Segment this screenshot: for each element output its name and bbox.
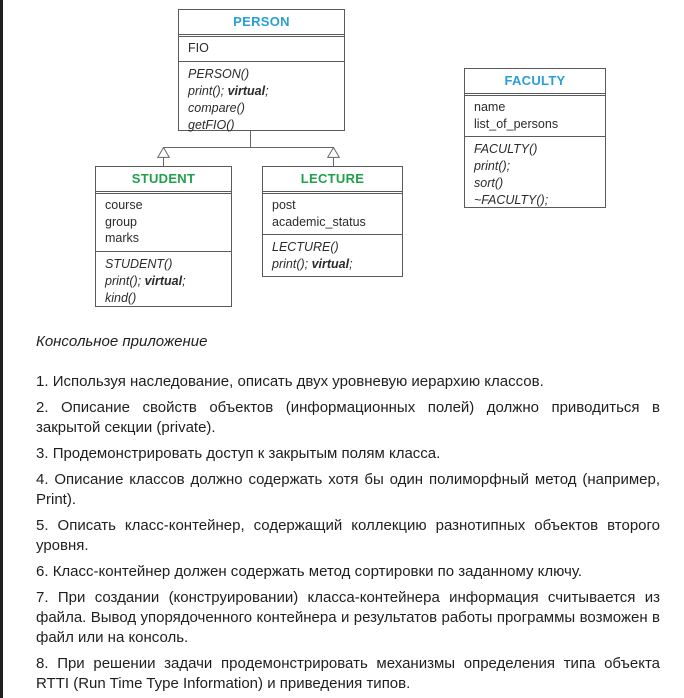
attribute: name — [474, 100, 506, 114]
task-text: Продемонстрировать доступ к закрытым полям класса. — [52, 445, 441, 462]
task-text: Описание свойств объектов (информационных полей) должно приводиться в закрытой секции (private). — [36, 399, 660, 436]
task-number: 1. — [36, 373, 49, 390]
task-item-7 — [36, 588, 660, 648]
task-item-8 — [36, 654, 660, 694]
method: ~FACULTY(); — [474, 193, 549, 207]
class-title-lecture: LECTURE — [263, 167, 402, 194]
class-attributes-person — [179, 37, 344, 62]
inheritance-connector-line — [163, 157, 164, 166]
method: kind() — [105, 290, 137, 305]
section-title: Консольное приложение — [36, 333, 208, 350]
class-methods-faculty — [465, 137, 605, 213]
attribute: academic_status — [272, 214, 366, 229]
class-title-faculty: FACULTY — [465, 69, 605, 96]
class-attributes-lecture — [263, 194, 402, 235]
method: LECTURE() — [272, 240, 339, 254]
task-text: Используя наследование, описать двух уровневую иерархию классов. — [52, 373, 544, 390]
class-attributes-faculty — [465, 96, 605, 137]
task-text: При создании (конструировании) класса-контейнера информация считывается из файла. Вывод упорядоченного контейнера и результатов работы программы возможен в файл или на консоль. — [36, 589, 660, 646]
method: print(); virtual; — [188, 83, 269, 98]
uml-class-diagram — [3, 0, 684, 330]
inheritance-connector-line — [250, 131, 251, 147]
task-item-3 — [36, 444, 660, 464]
attribute: marks — [105, 231, 140, 245]
method: FACULTY() — [474, 142, 538, 156]
inheritance-connector-line — [163, 147, 334, 148]
class-box-faculty — [464, 68, 606, 208]
task-item-2 — [36, 398, 660, 438]
class-box-lecture — [262, 166, 403, 277]
attribute: course — [105, 198, 143, 212]
method: getFIO() — [188, 117, 235, 132]
inheritance-triangle-icon — [157, 147, 170, 158]
task-number: 2. — [36, 399, 49, 416]
class-attributes-student — [96, 194, 231, 252]
task-number: 4. — [36, 471, 49, 488]
class-methods-lecture — [263, 235, 402, 277]
task-item-1 — [36, 372, 660, 392]
class-title-person: PERSON — [179, 10, 344, 37]
task-text: Класс-контейнер должен содержать метод сортировки по заданному ключу. — [52, 563, 583, 580]
task-text: При решении задачи продемонстрировать механизмы определения типа объекта RTTI (Run Time Type Information) и приведения типов. — [36, 655, 660, 692]
method: print(); — [474, 159, 511, 173]
task-item-4 — [36, 470, 660, 510]
method: print(); virtual; — [105, 273, 186, 288]
attribute: post — [272, 198, 296, 212]
task-number: 7. — [36, 589, 49, 606]
task-item-5 — [36, 516, 660, 556]
class-methods-person — [179, 62, 344, 138]
task-number: 8. — [36, 655, 49, 672]
task-item-6 — [36, 562, 660, 582]
class-box-student — [95, 166, 232, 307]
method: sort() — [474, 176, 504, 190]
class-box-person — [178, 9, 345, 131]
task-number: 5. — [36, 517, 49, 534]
method: STUDENT() — [105, 256, 173, 271]
task-text: Описание классов должно содержать хотя бы один полиморфный метод (например, Print). — [36, 471, 661, 508]
class-title-student: STUDENT — [96, 167, 231, 194]
attribute: list_of_persons — [474, 116, 559, 131]
task-text: Описать класс-контейнер, содержащий коллекцию разнотипных объектов второго уровня. — [36, 517, 661, 554]
method: PERSON() — [188, 66, 250, 81]
task-number: 3. — [36, 445, 49, 462]
class-methods-student — [96, 252, 231, 311]
attribute: FIO — [188, 41, 209, 55]
inheritance-connector-line — [333, 157, 334, 166]
task-number: 6. — [36, 563, 49, 580]
task-section — [3, 330, 684, 694]
method: print(); virtual; — [272, 257, 353, 271]
attribute: group — [105, 214, 137, 229]
method: compare() — [188, 100, 245, 115]
inheritance-triangle-icon — [327, 147, 340, 158]
